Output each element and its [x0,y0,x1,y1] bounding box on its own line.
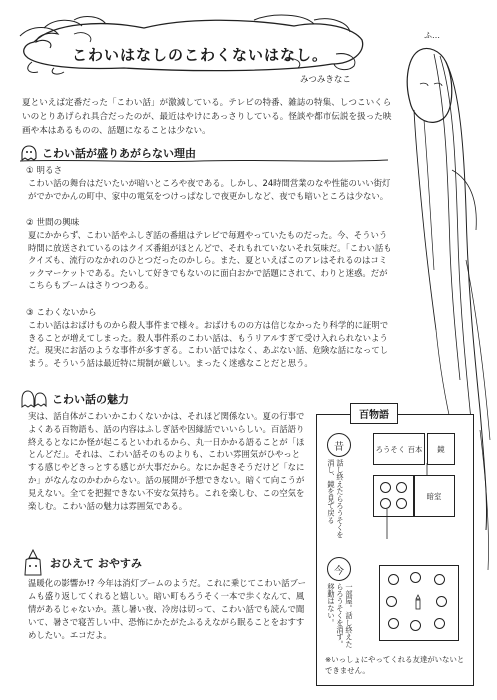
item-body-brightness: こわい話の舞台はだいたいが暗いところや夜である。しかし、24時間営業のなや性能のいい街灯がでかでかんの町中、家中の電気をつけっぱなしで夜更かしなど、夜でも暗いところは少ない。 [28,178,391,201]
ghost-bubble: ふ… [424,31,440,40]
page-title: こわいはなしのこわくないはなし。 [72,46,329,64]
past-label: 昔 [327,433,351,457]
item-body-not-scary: こわい話はおばけものから殺人事件まで様々。おばけものの方は信じなかったり科学的に証明できることが増えてしまった。殺人事件系のこわい話は、もうリアルすぎて受け入れられないようだ。現実にお話のような事件が多すぎる。こわい話ではなく、あぶない話、危険な話になってしまう。そういう話は最近特に規制が厳しい。まったく迷惑なことだと思う。 [28,320,389,368]
candle-ghost-icon [20,548,46,578]
present-description: 一部屋。話し終えたらろうそくを消す。移動はない。 [327,583,354,648]
past-description: 話し終えたらろうそくを消し、鏡を見て戻る [327,459,345,539]
item-label-brightness: ① 明るさ [26,166,63,176]
footnote: ※いっしょにやってくれる友達がいないとできません。 [325,655,465,675]
candle-room: ろうそく 百本 [373,433,425,465]
ghost-pair-icon [20,388,48,410]
person-icon [434,574,445,585]
person-icon [410,620,421,631]
section-divider [20,159,390,163]
section-heading-goodnight [20,548,142,578]
intro-paragraph: 夏といえば定番だった「こわい話」が激減している。テレビの特番、雑誌の特集、しつこいくらいのとりあげられ具合だったのが、最近はやけにあっさりしている。怪談や都市伝説を扱った映画や本はあるものの、話題になることは少ない。 [22,98,392,137]
single-room [379,565,459,641]
present-label: 今 [327,557,351,581]
person-icon [410,572,421,583]
section-title: おひえて おやすみ [50,557,142,570]
section-heading-appeal [20,388,129,410]
item-label-not-scary: ③ こわくないから [26,308,97,318]
item-label-public-interest: ② 世間の興味 [26,218,80,228]
author-name: みつみきなこ [300,75,351,85]
person-icon [388,618,399,629]
appeal-paragraph: 実は、話自体がこわいかこわくないかは、それほど関係ない。夏の行事でよくある百物語も、話の内容はふしぎ話や因縁話でいいらしい。百話語り終えるとなにか怪が起こるといわれるから、丸一日かかる語ることが「ほとんどだ」。それは、こわい話そのものよりも、こわい雰囲気がひやっとする感じやどきっとする感じが大事だから。なにか起きそうだけど「なにか」がなんなのかわからない。話の展開が予想できない。暗くて向こうが見えない。全てを把握できない不安な気持ち。これを楽しむ、この空気を楽しむ。こわい話の魅力は雰囲気である。 [28,411,305,511]
section-title: こわい話の魅力 [52,393,129,406]
mirror-room: 鏡 [427,433,455,465]
hyaku-title: 百物語 [350,403,398,424]
person-icon [386,596,397,607]
person-icon [388,574,399,585]
person-icon [434,618,445,629]
route-arrows [357,449,467,539]
person-icon [436,596,447,607]
dark-room: 暗室 [413,475,455,517]
title-banner [14,14,369,76]
section-title: こわい話が盛りあがらない理由 [42,147,196,160]
candle-icon [412,594,424,610]
hyaku-monogatari-box [316,410,474,686]
item-body-public-interest: 夏にかからず、こわい話やふしぎ話の番組はテレビで毎週やっていたものだった。今、そういう時間に放送されているのはクイズ番組がほとんどで、それもれていないそれ気味だ。「こわい話もクイズも、流行のなかれのひとつだったのかしら。また、夏といえばこのアレはそれるのはコミックマーケットである。たいして好きでもないのに面白おかで話題にされて、わりと迷惑。だがこちらもブームはさりつつある。 [28,230,392,291]
goodnight-paragraph: 温暖化の影響か!? 今年は消灯ブームのようだ。これに乗じてこわい話ブームも盛り返してくれると嬉しい。暗い町もろうそく一本で歩くなんて、風情があるじゃないか。蒸し暑い夜、冷房は切って、こわい話でも読んで聞いて、暑さで寝苦しい中、恐怖にかたがたふるえながら眠ることをおすすめしたい。エコだよ。 [28,578,306,640]
